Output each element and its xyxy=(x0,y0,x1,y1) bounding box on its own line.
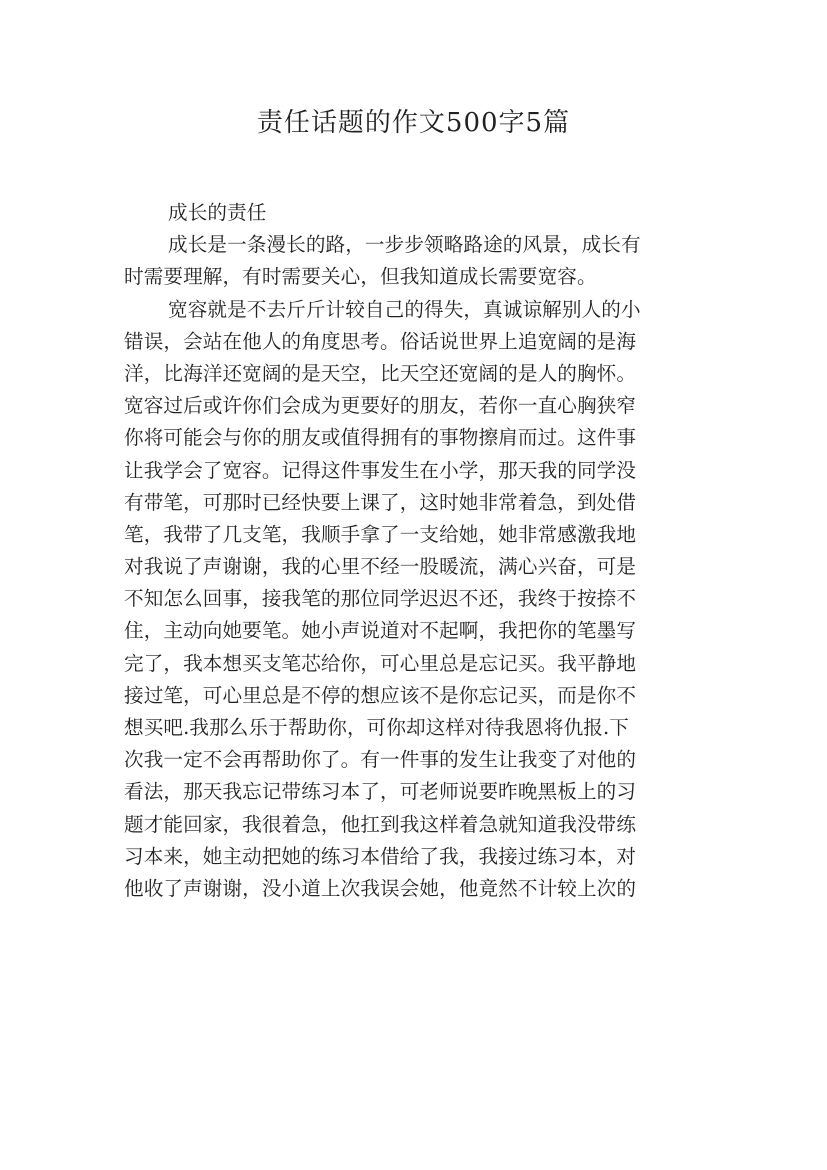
paragraph-line: 对我说了声谢谢，我的心里不经一股暖流，满心兴奋，可是 xyxy=(124,555,637,579)
paragraph-line: 成长是一条漫长的路，一步步领略路途的风景，成长有 xyxy=(168,233,641,257)
paragraph-line: 次我一定不会再帮助你了。有一件事的发生让我变了对他的 xyxy=(124,748,637,772)
paragraph-line: 错误，会站在他人的角度思考。俗话说世界上追宽阔的是海 xyxy=(124,329,637,353)
paragraph-line: 习本来，她主动把她的练习本借给了我，我接过练习本，对 xyxy=(124,844,637,868)
paragraph-line: 你将可能会与你的朋友或值得拥有的事物擦肩而过。这件事 xyxy=(124,426,637,450)
paragraph-line: 笔，我带了几支笔，我顺手拿了一支给她，她非常感激我地 xyxy=(124,522,637,546)
paragraph-line: 题才能回家，我很着急，他扛到我这样着急就知道我没带练 xyxy=(124,812,637,836)
document-title: 责任话题的作文500字5篇 xyxy=(256,108,571,138)
paragraph-line: 宽容就是不去斤斤计较自己的得失，真诚谅解别人的小 xyxy=(168,297,641,321)
paragraph-line: 接过笔，可心里总是不停的想应该不是你忘记买，而是你不 xyxy=(124,683,637,707)
paragraph-line: 有带笔，可那时已经快要上课了，这时她非常着急，到处借 xyxy=(124,490,637,514)
paragraph-line: 宽容过后或许你们会成为更要好的朋友，若你一直心胸狭窄 xyxy=(124,394,637,418)
paragraph-line: 洋，比海洋还宽阔的是天空，比天空还宽阔的是人的胸怀。 xyxy=(124,361,637,385)
paragraph-line: 想买吧.我那么乐于帮助你，可你却这样对待我恩将仇报.下 xyxy=(124,716,629,739)
paragraph-line: 时需要理解，有时需要关心，但我知道成长需要宽容。 xyxy=(124,265,597,289)
paragraph-line: 不知怎么回事，接我笔的那位同学迟迟不还，我终于按捺不 xyxy=(124,587,637,611)
paragraph-line: 看法，那天我忘记带练习本了，可老师说要昨晚黑板上的习 xyxy=(124,780,637,804)
section-heading: 成长的责任 xyxy=(168,201,267,224)
paragraph-line: 完了，我本想买支笔芯给你，可心里总是忘记买。我平静地 xyxy=(124,651,637,675)
document-body xyxy=(124,197,714,905)
paragraph-line: 让我学会了宽容。记得这件事发生在小学，那天我的同学没 xyxy=(124,458,637,482)
paragraph-line: 住，主动向她要笔。她小声说道对不起啊，我把你的笔墨写 xyxy=(124,619,637,643)
paragraph-line: 他收了声谢谢，没小道上次我误会她，他竟然不计较上次的 xyxy=(124,876,637,900)
